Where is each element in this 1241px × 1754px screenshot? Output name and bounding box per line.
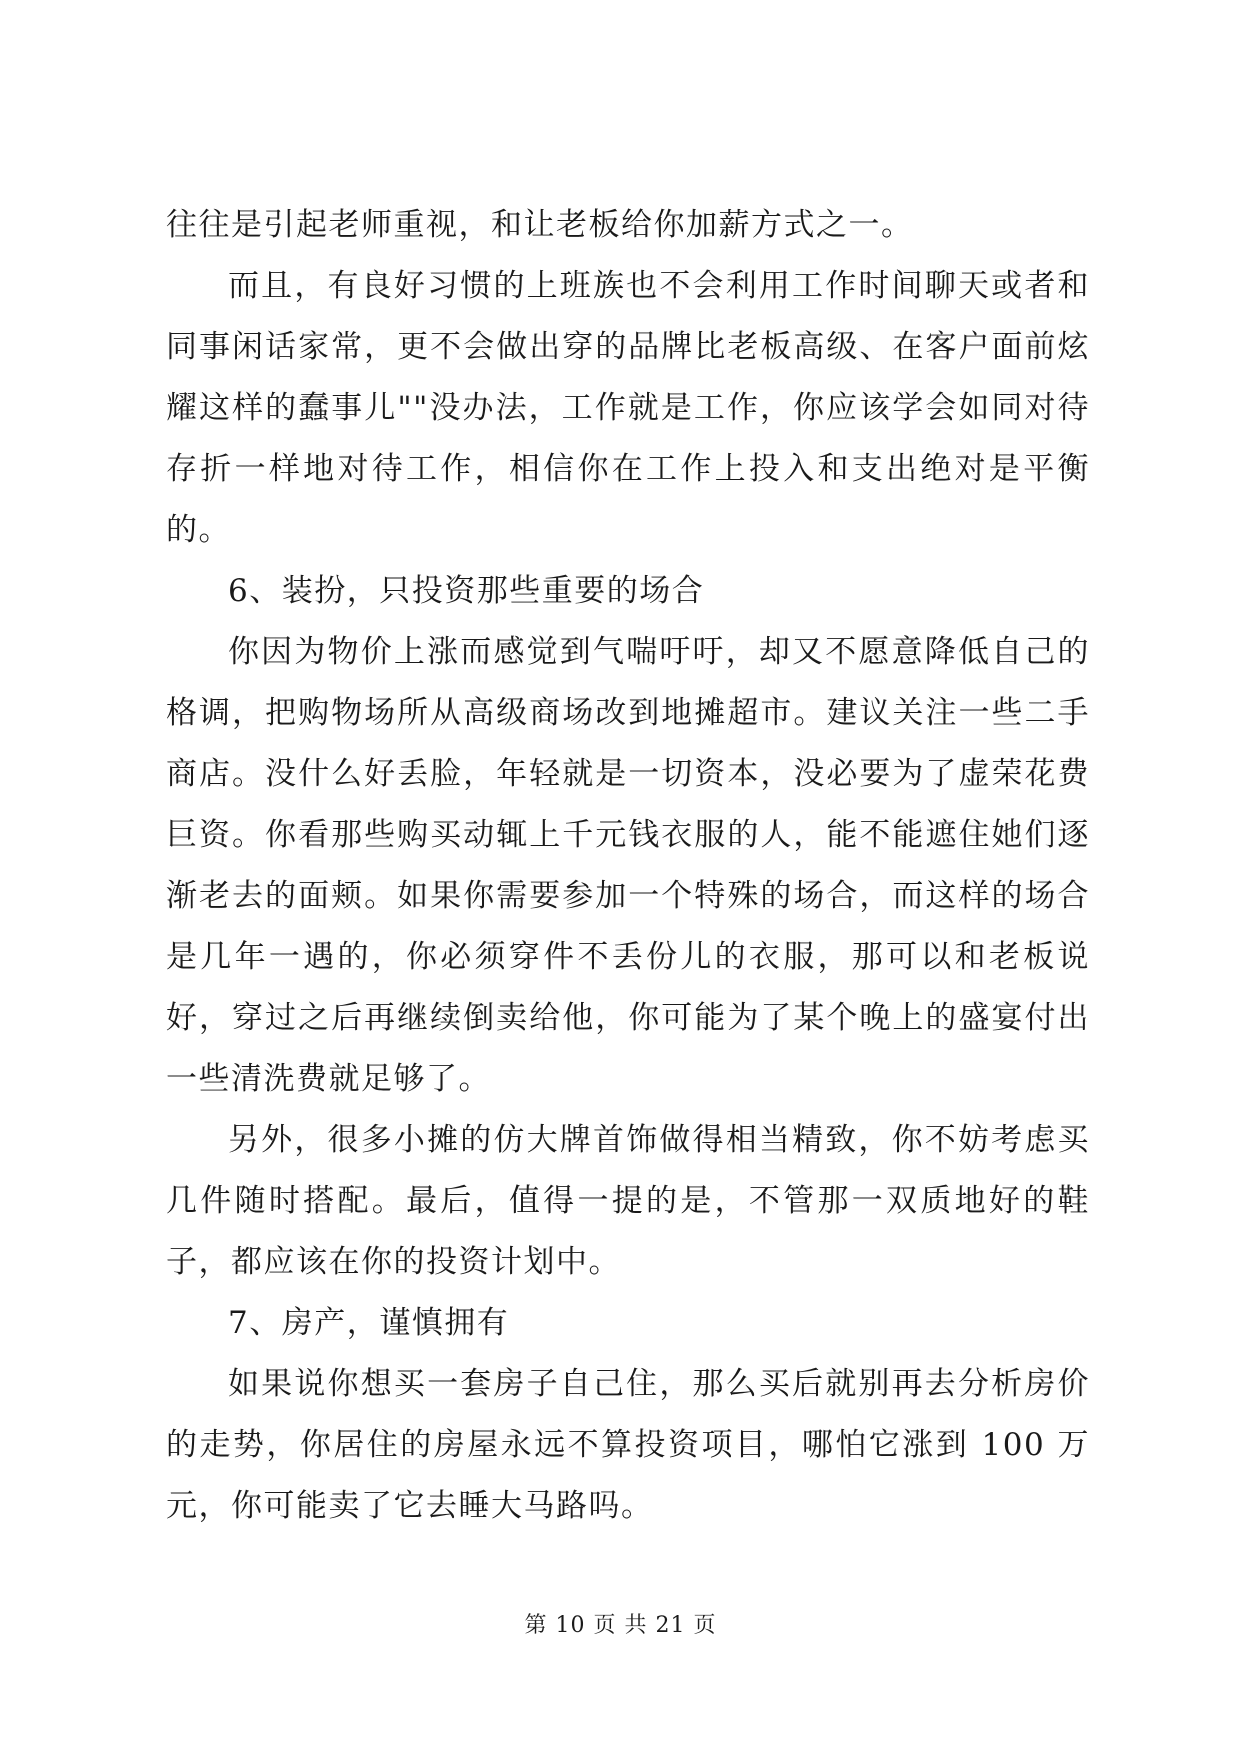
page-number-footer: 第 10 页 共 21 页	[524, 1613, 717, 1638]
paragraph-1: 往往是引起老师重视，和让老板给你加薪方式之一。	[166, 207, 914, 243]
section-heading-7: 7、房产，谨慎拥有	[228, 1305, 510, 1341]
section-heading-6: 6、装扮，只投资那些重要的场合	[228, 573, 705, 609]
paragraph-2: 而且，有良好习惯的上班族也不会利用工作时间聊天或者和同事闲话家常，更不会做出穿的品牌比老板高级、在客户面前炫耀这样的蠢事儿""没办法，工作就是工作，你应该学会如同对待存折一样地对待工作，相信你在工作上投入和支出绝对是平衡的。	[166, 268, 1090, 548]
document-body	[166, 195, 1090, 1537]
paragraph-3: 你因为物价上涨而感觉到气喘吁吁，却又不愿意降低自己的格调，把购物场所从高级商场改到地摊超市。建议关注一些二手商店。没什么好丢脸，年轻就是一切资本，没必要为了虚荣花费巨资。你看那些购买动辄上千元钱衣服的人，能不能遮住她们逐渐老去的面颊。如果你需要参加一个特殊的场合，而这样的场合是几年一遇的，你必须穿件不丢份儿的衣服，那可以和老板说好，穿过之后再继续倒卖给他，你可能为了某个晚上的盛宴付出一些清洗费就足够了。	[166, 634, 1090, 1097]
paragraph-4: 另外，很多小摊的仿大牌首饰做得相当精致，你不妨考虑买几件随时搭配。最后，值得一提的是，不管那一双质地好的鞋子，都应该在你的投资计划中。	[166, 1122, 1090, 1280]
paragraph-5: 如果说你想买一套房子自己住，那么买后就别再去分析房价的走势，你居住的房屋永远不算投资项目，哪怕它涨到 100 万元，你可能卖了它去睡大马路吗。	[166, 1366, 1090, 1524]
